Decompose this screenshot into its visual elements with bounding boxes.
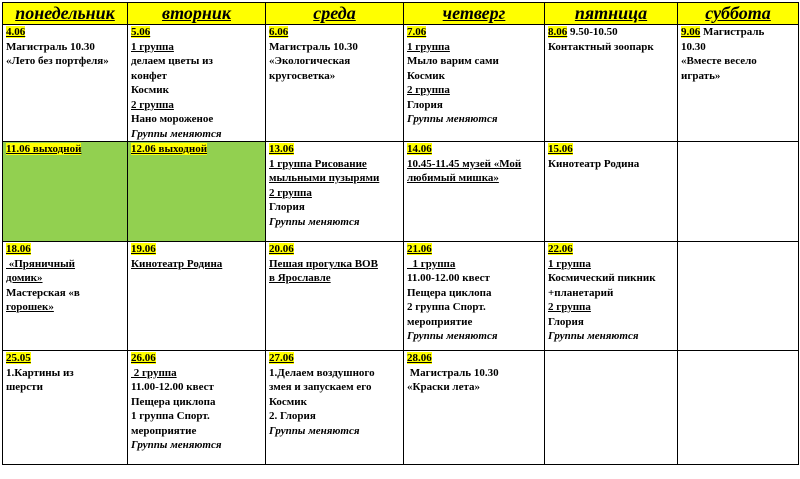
date-suffix: 9.50-10.50 bbox=[567, 26, 618, 38]
event-line: 2 группа bbox=[548, 301, 591, 313]
date-line bbox=[269, 242, 401, 257]
event-line: кругосветка» bbox=[269, 69, 336, 82]
event-line: мероприятие bbox=[407, 315, 473, 328]
date-label: 13.06 bbox=[269, 143, 294, 155]
event-line: 2 группа bbox=[407, 84, 450, 96]
event-line: горошек» bbox=[6, 301, 54, 313]
date-label: 19.06 bbox=[131, 243, 156, 255]
event-line: 1 группа bbox=[407, 40, 450, 53]
date-label: 9.06 bbox=[681, 26, 701, 38]
day-cell bbox=[678, 142, 799, 242]
event-line: Контактный зоопарк bbox=[548, 40, 654, 53]
event-line: 1 группа bbox=[131, 40, 174, 53]
event-line: 2 группа Спорт. bbox=[407, 301, 486, 313]
event-line: +планетарий bbox=[548, 286, 614, 299]
date-label: 8.06 bbox=[548, 26, 568, 38]
day-cell bbox=[3, 351, 128, 465]
event-line: делаем цветы из bbox=[131, 55, 213, 67]
event-line: 1 группа Рисование bbox=[269, 157, 367, 170]
day-cell bbox=[128, 25, 266, 142]
event-line: Магистраль 10.30 bbox=[6, 40, 95, 53]
event-line: домик» bbox=[6, 272, 43, 284]
event-line: 10.30 bbox=[681, 40, 706, 53]
day-cell bbox=[128, 351, 266, 465]
day-cell bbox=[678, 351, 799, 465]
date-label: 4.06 bbox=[6, 26, 26, 38]
date-line bbox=[6, 25, 125, 40]
date-label: 15.06 bbox=[548, 143, 573, 155]
date-label: 22.06 bbox=[548, 243, 573, 255]
groups-note: Группы меняются bbox=[548, 330, 639, 342]
day-cell bbox=[266, 142, 404, 242]
week-row bbox=[3, 242, 799, 351]
day-cell bbox=[678, 242, 799, 351]
event-line: «Экологическая bbox=[269, 55, 351, 67]
date-line bbox=[6, 351, 125, 366]
day-cell bbox=[3, 242, 128, 351]
event-line: шерсти bbox=[6, 381, 43, 393]
date-line bbox=[681, 25, 796, 40]
date-line bbox=[407, 25, 542, 40]
groups-note: Группы меняются bbox=[131, 127, 222, 140]
event-line: змея и запускаем его bbox=[269, 381, 372, 393]
day-cell bbox=[3, 142, 128, 242]
date-line bbox=[269, 351, 401, 366]
day-cell bbox=[128, 142, 266, 242]
event-line: «Краски лета» bbox=[407, 381, 480, 393]
event-line: 11.00-12.00 квест bbox=[131, 381, 214, 393]
event-line: 1 группа bbox=[548, 257, 591, 270]
date-line bbox=[131, 142, 263, 157]
date-line bbox=[131, 242, 263, 257]
date-line bbox=[407, 142, 542, 157]
event-line: в Ярославле bbox=[269, 272, 331, 284]
event-line: Пещера циклопа bbox=[131, 395, 216, 408]
week-row bbox=[3, 25, 799, 142]
event-line: мероприятие bbox=[131, 424, 197, 437]
day-cell bbox=[3, 25, 128, 142]
groups-note: Группы меняются bbox=[131, 439, 222, 451]
event-line: Глория bbox=[407, 98, 443, 111]
date-label: 6.06 bbox=[269, 26, 289, 38]
date-line bbox=[6, 142, 125, 157]
day-cell bbox=[678, 25, 799, 142]
date-suffix: Магистраль bbox=[700, 26, 765, 38]
date-label: 11.06 выходной bbox=[6, 143, 82, 155]
event-line: Нано мороженое bbox=[131, 113, 214, 125]
event-line: 11.00-12.00 квест bbox=[407, 272, 490, 284]
date-line bbox=[407, 351, 542, 366]
groups-note: Группы меняются bbox=[269, 215, 360, 228]
day-cell bbox=[266, 351, 404, 465]
event-line: Космический пикник bbox=[548, 272, 656, 284]
day-header-saturday: суббота bbox=[678, 3, 799, 25]
groups-note: Группы меняются bbox=[269, 424, 360, 437]
event-line: Магистраль 10.30 bbox=[269, 40, 358, 53]
event-line: 1 группа Спорт. bbox=[131, 410, 210, 422]
day-cell bbox=[404, 25, 545, 142]
day-cell bbox=[545, 25, 678, 142]
event-line: 1.Делаем воздушного bbox=[269, 366, 375, 379]
event-line: 2. Глория bbox=[269, 410, 316, 422]
date-line bbox=[6, 242, 125, 257]
event-line: «Лето без портфеля» bbox=[6, 55, 109, 67]
date-label: 26.06 bbox=[131, 352, 156, 364]
date-label: 27.06 bbox=[269, 352, 294, 364]
day-cell bbox=[404, 351, 545, 465]
day-header-tuesday: вторник bbox=[128, 3, 266, 25]
event-line: «Пряничный bbox=[6, 257, 76, 270]
event-line: Магистраль 10.30 bbox=[407, 366, 499, 379]
date-label: 28.06 bbox=[407, 352, 432, 364]
event-line: «Вместе весело bbox=[681, 55, 757, 67]
date-label: 14.06 bbox=[407, 143, 432, 155]
day-cell bbox=[266, 25, 404, 142]
event-line: играть» bbox=[681, 69, 721, 82]
date-label: 21.06 bbox=[407, 243, 432, 255]
event-line: 2 группа bbox=[131, 366, 177, 379]
event-line: мыльными пузырями bbox=[269, 172, 380, 184]
event-line: Кинотеатр Родина bbox=[548, 157, 640, 170]
event-line: 10.45-11.45 музей «Мой bbox=[407, 157, 522, 170]
day-header-wednesday: среда bbox=[266, 3, 404, 25]
day-cell bbox=[128, 242, 266, 351]
event-line: 1.Картины из bbox=[6, 366, 74, 379]
event-line: Глория bbox=[269, 201, 305, 213]
date-line bbox=[548, 142, 675, 157]
date-label: 12.06 выходной bbox=[131, 143, 208, 155]
day-cell bbox=[266, 242, 404, 351]
date-label: 5.06 bbox=[131, 26, 151, 38]
day-cell bbox=[545, 242, 678, 351]
day-header-row bbox=[3, 3, 799, 25]
event-line: Космик bbox=[407, 69, 445, 82]
day-cell bbox=[545, 351, 678, 465]
event-line: Пещера циклопа bbox=[407, 286, 492, 299]
date-line bbox=[548, 242, 675, 257]
event-line: Кинотеатр Родина bbox=[131, 257, 223, 270]
day-header-friday: пятница bbox=[545, 3, 678, 25]
date-line bbox=[269, 142, 401, 157]
event-line: Пешая прогулка ВОВ bbox=[269, 257, 378, 270]
date-line bbox=[131, 351, 263, 366]
day-header-thursday: четверг bbox=[404, 3, 545, 25]
groups-note: Группы меняются bbox=[407, 113, 498, 125]
date-line bbox=[407, 242, 542, 257]
event-line: Мыло варим сами bbox=[407, 55, 499, 67]
groups-note: Группы меняются bbox=[407, 330, 498, 342]
event-line: Космик bbox=[269, 395, 307, 408]
day-cell bbox=[545, 142, 678, 242]
day-cell bbox=[404, 142, 545, 242]
week-row bbox=[3, 142, 799, 242]
date-label: 18.06 bbox=[6, 243, 31, 255]
event-line: 2 группа bbox=[131, 98, 174, 111]
date-label: 20.06 bbox=[269, 243, 294, 255]
event-line: 1 группа bbox=[407, 257, 456, 270]
event-line: Глория bbox=[548, 315, 584, 328]
event-line: Космик bbox=[131, 84, 169, 96]
event-line: конфет bbox=[131, 69, 167, 82]
date-line bbox=[131, 25, 263, 40]
date-label: 7.06 bbox=[407, 26, 427, 38]
week-row bbox=[3, 351, 799, 465]
date-line bbox=[269, 25, 401, 40]
day-cell bbox=[404, 242, 545, 351]
date-label: 25.05 bbox=[6, 352, 31, 364]
event-line: Мастерская «в bbox=[6, 286, 80, 299]
date-line bbox=[548, 25, 675, 40]
event-line: любимый мишка» bbox=[407, 172, 499, 184]
event-line: 2 группа bbox=[269, 186, 312, 199]
day-header-monday: понедельник bbox=[3, 3, 128, 25]
schedule-table bbox=[2, 2, 799, 465]
